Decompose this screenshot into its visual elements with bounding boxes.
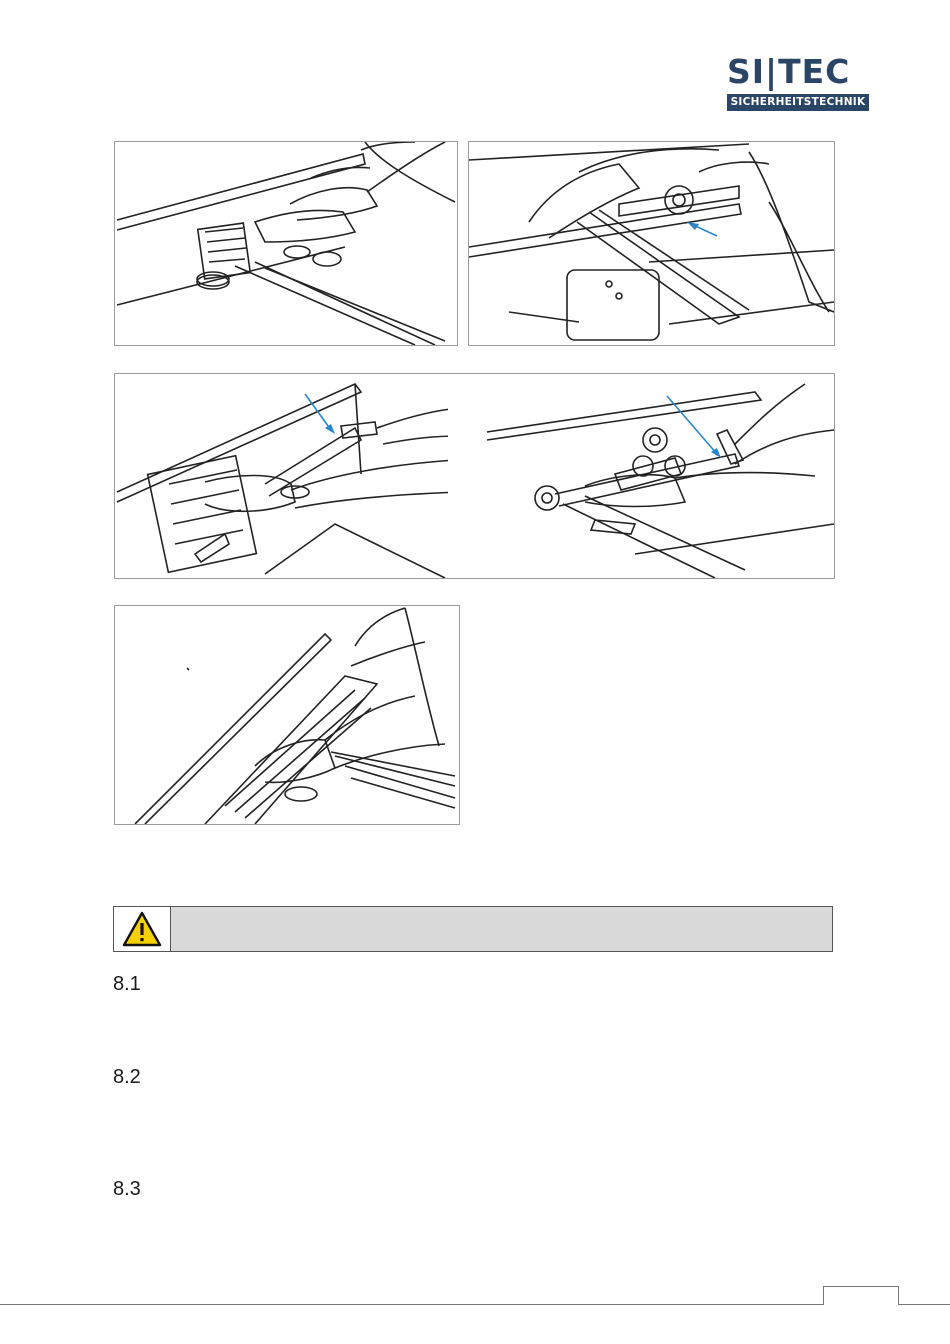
figure-insert-track (468, 141, 835, 346)
figure-fix-end-cap (114, 373, 835, 579)
warning-icon-cell (114, 907, 171, 951)
section-heading-8-3: 8.3 (113, 1178, 141, 1200)
illustration-hands-clamp-track (115, 142, 457, 345)
warning-banner (113, 906, 833, 952)
section-heading-8-1: 8.1 (113, 973, 141, 995)
sitec-logo (727, 52, 869, 112)
figure-mount-track-clamp (114, 141, 458, 346)
footer-rule (0, 1304, 950, 1305)
figure-place-panel (114, 605, 460, 825)
illustration-hands-lower-panel (115, 606, 459, 824)
section-heading-8-2: 8.2 (113, 1066, 141, 1088)
logo-tagline: SICHERHEITSTECHNIK (727, 94, 869, 111)
page-number-tab (823, 1286, 899, 1305)
illustration-hands-insert-rail (469, 142, 834, 345)
illustration-hands-end-cap-and-wheels (115, 374, 834, 578)
warning-triangle-icon (114, 907, 170, 951)
logo-wordmark: SI|TEC (727, 52, 851, 91)
